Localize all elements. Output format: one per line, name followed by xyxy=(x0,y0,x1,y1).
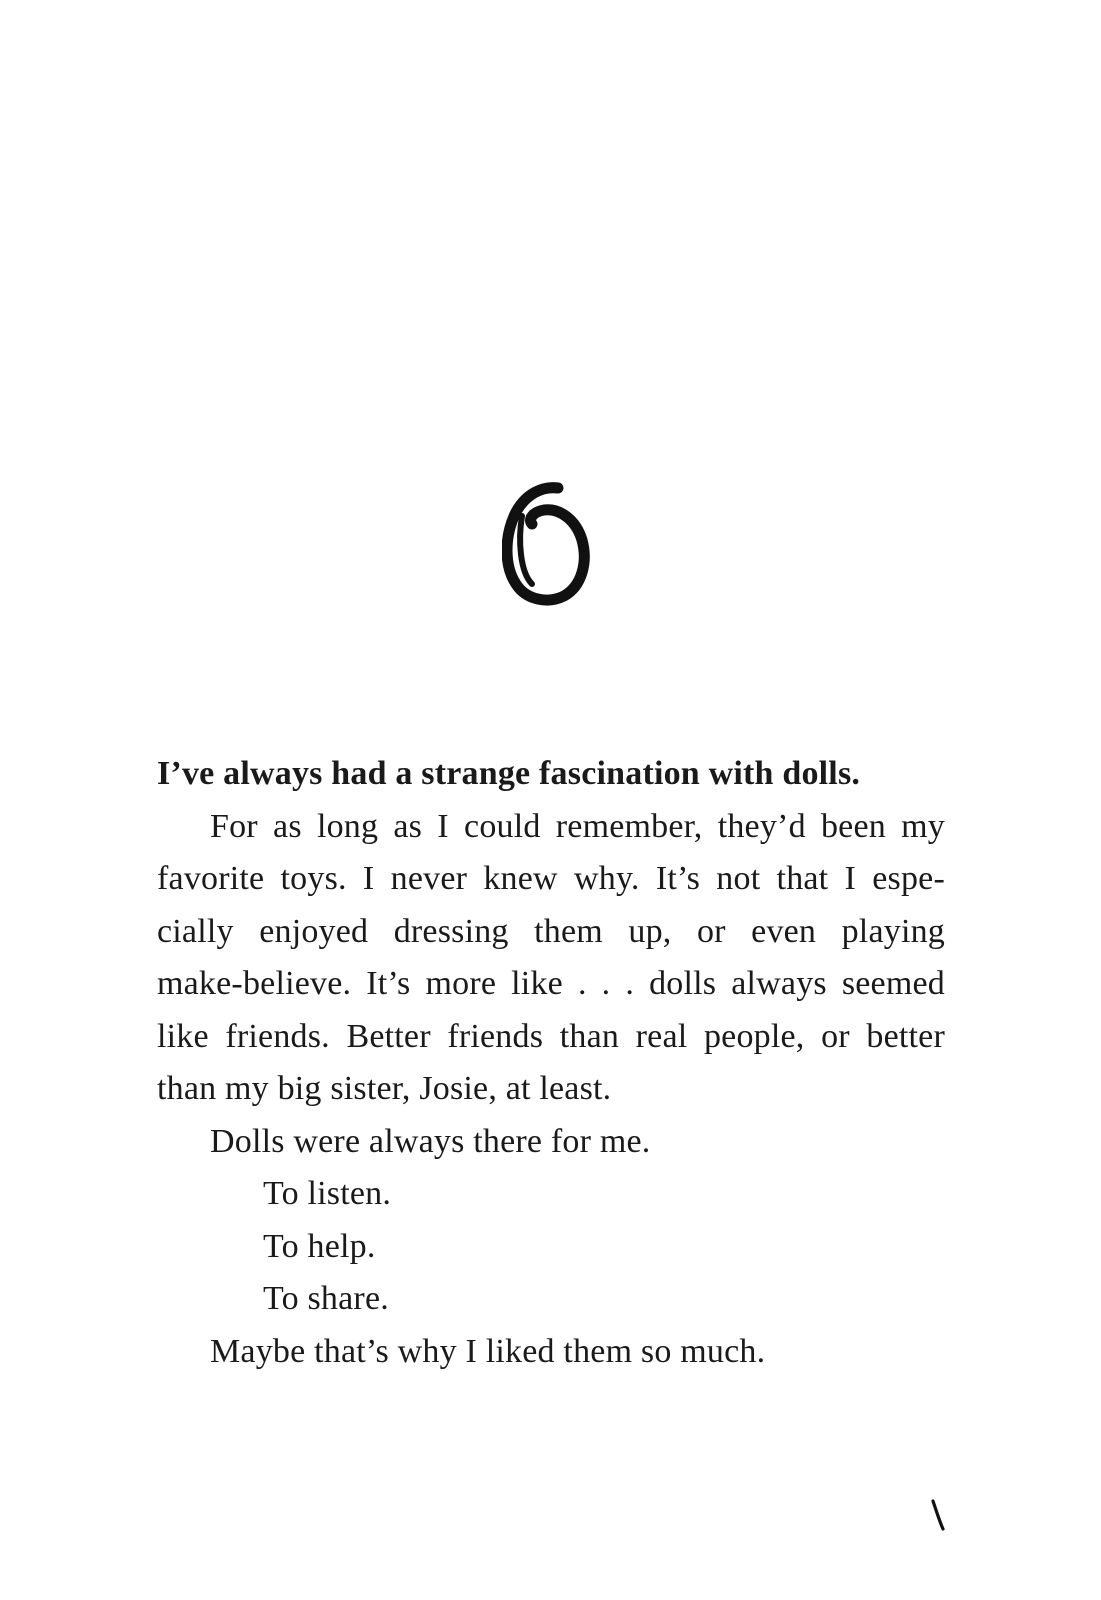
page-number-icon xyxy=(930,1498,946,1532)
paragraph-line: favorite toys. I never knew why. It’s not that I espe- xyxy=(157,860,945,897)
paragraph-line: To listen. xyxy=(263,1175,392,1212)
paragraph-line: cially enjoyed dressing them up, or even playing xyxy=(157,912,945,950)
paragraph-line: like friends. Better friends than real people, or better xyxy=(157,1017,945,1055)
chapter-body-text xyxy=(157,748,945,1378)
paragraph-line: make-believe. It’s more like . . . dolls always seemed xyxy=(157,965,945,1002)
paragraph-line: Dolls were always there for me. xyxy=(210,1122,651,1160)
paragraph-line: Maybe that’s why I liked them so much. xyxy=(210,1332,766,1370)
paragraph-line: than my big sister, Josie, at least. xyxy=(157,1070,612,1107)
chapter-number-glyph-icon xyxy=(502,480,598,610)
opening-line: I’ve always had a strange fascination with dolls. xyxy=(157,755,861,792)
paragraph-line: To share. xyxy=(263,1280,389,1317)
paragraph-line: For as long as I could remember, they’d been my xyxy=(210,807,945,845)
paragraph-line: To help. xyxy=(263,1227,376,1265)
